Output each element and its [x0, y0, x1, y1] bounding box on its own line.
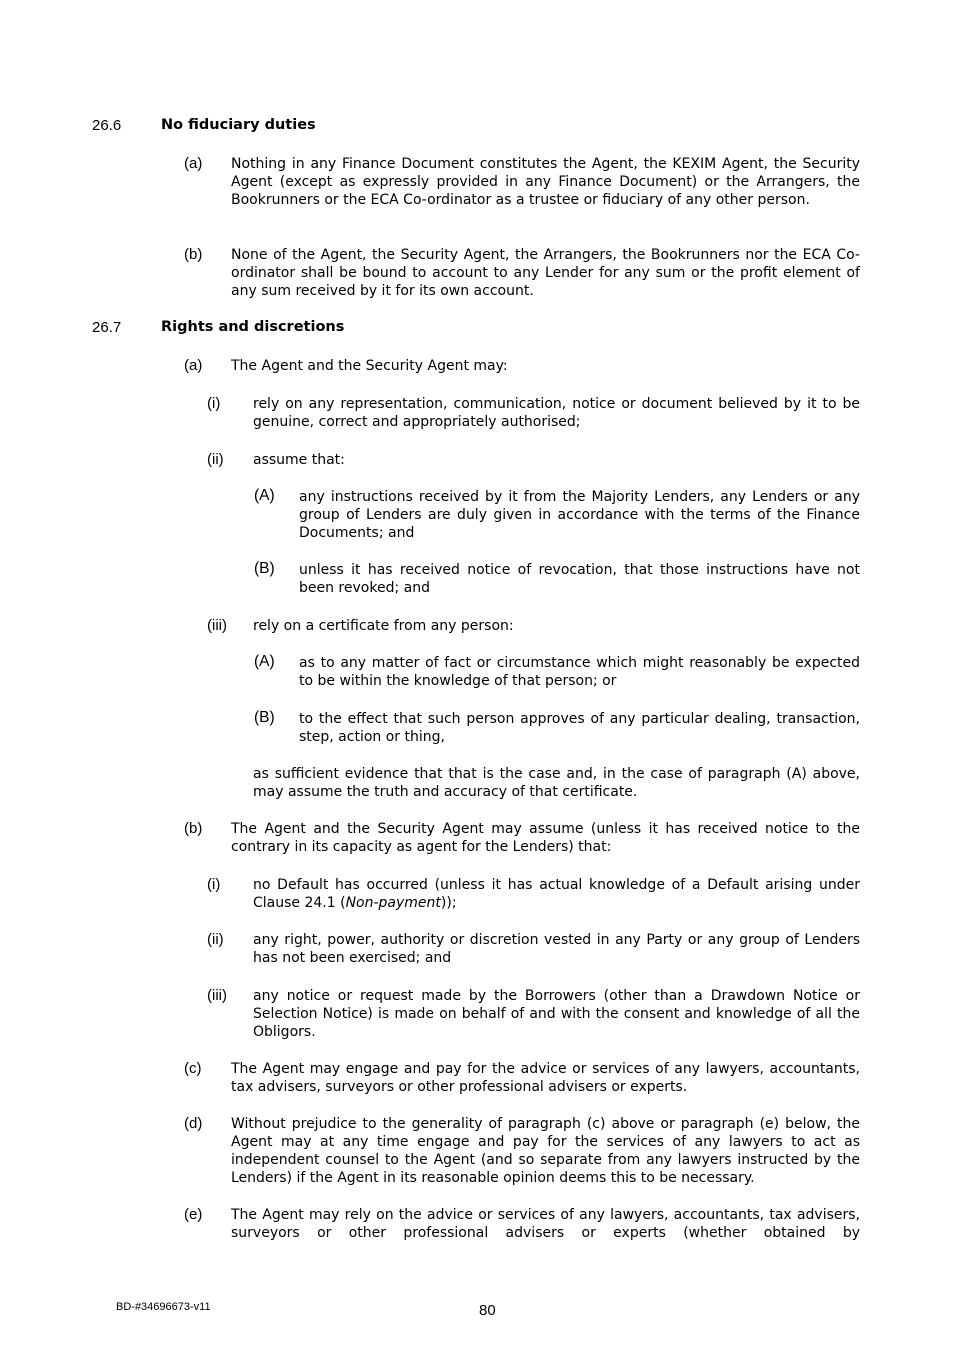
subsubitem-text: any instructions received by it from the Majority Lenders, any Lenders or any group of Lenders are duly given in accordance with the terms of the Finance Documents; and: [299, 489, 860, 541]
item-label: (e): [184, 1206, 203, 1223]
subitem-text: rely on any representation, communication, notice or document believed by it to be genuine, correct and appropriately authorised;: [253, 396, 860, 430]
section-heading: Rights and discretions: [161, 319, 345, 335]
section-number: 26.7: [92, 319, 122, 336]
page-number: 80: [479, 1302, 496, 1319]
subsubitem-label: (B): [254, 560, 275, 577]
subsubitem-text: to the effect that such person approves of any particular dealing, transaction, step, action or thing,: [299, 711, 860, 745]
item-text: Without prejudice to the generality of paragraph (c) above or paragraph (e) below, the Agent may at any time engage and pay for the services of any lawyers to act as independent counsel to the Agent (and so separate from any lawyers instructed by the Lenders) if the Agent in its reasonable opinion deems this to be necessary.: [231, 1116, 860, 1186]
subitem-text: any notice or request made by the Borrowers (other than a Drawdown Notice or Selection Notice) is made on behalf of and with the consent and knowledge of all the Obligors.: [253, 988, 860, 1040]
item-label: (a): [184, 357, 203, 374]
subitem-text: any right, power, authority or discretion vested in any Party or any group of Lenders has not been exercised; and: [253, 932, 860, 966]
subsubitem-text: as to any matter of fact or circumstance which might reasonably be expected to be within the knowledge of that person; or: [299, 655, 860, 689]
item-text: The Agent may rely on the advice or services of any lawyers, accountants, tax advisers, surveyors or other professional advisers or experts (whether obtained by: [231, 1207, 860, 1241]
closing-text: as sufficient evidence that that is the case and, in the case of paragraph (A) above, may assume the truth and accuracy of that certificate.: [253, 766, 860, 800]
subsubitem-label: (B): [254, 709, 275, 726]
subsubitem-label: (A): [254, 487, 275, 504]
subitem-text: no Default has occurred (unless it has actual knowledge of a Default arising under Clause 24.1 (Non-payment));: [253, 877, 860, 911]
subitem-text: rely on a certificate from any person:: [253, 618, 514, 634]
section-heading: No fiduciary duties: [161, 117, 316, 133]
subitem-label: (iii): [207, 617, 227, 634]
item-text: The Agent may engage and pay for the advice or services of any lawyers, accountants, tax advisers, surveyors or other professional advisers or experts.: [231, 1061, 860, 1095]
item-text: The Agent and the Security Agent may assume (unless it has received notice to the contrary in its capacity as agent for the Lenders) that:: [231, 821, 860, 855]
subitem-text: assume that:: [253, 452, 345, 468]
item-label: (a): [184, 155, 203, 172]
subitem-label: (i): [207, 876, 221, 893]
subitem-label: (i): [207, 395, 221, 412]
subitem-label: (ii): [207, 931, 224, 948]
item-label: (b): [184, 246, 203, 263]
item-label: (d): [184, 1115, 203, 1132]
document-reference: BD-#34696673-v11: [116, 1301, 211, 1313]
item-text: The Agent and the Security Agent may:: [231, 358, 508, 374]
subsubitem-label: (A): [254, 653, 275, 670]
subitem-label: (iii): [207, 987, 227, 1004]
item-label: (b): [184, 820, 203, 837]
item-text: Nothing in any Finance Document constitutes the Agent, the KEXIM Agent, the Security Agent (except as expressly provided in any Finance Document) or the Arrangers, the Bookrunners or the ECA Co-ordinator as a trustee or fiduciary of any other person.: [231, 156, 860, 208]
subsubitem-text: unless it has received notice of revocation, that those instructions have not been revoked; and: [299, 562, 860, 596]
item-text: None of the Agent, the Security Agent, the Arrangers, the Bookrunners nor the ECA Co-ordinator shall be bound to account to any Lender for any sum or the profit element of any sum received by it for its own account.: [231, 247, 860, 299]
item-label: (c): [184, 1060, 202, 1077]
subitem-label: (ii): [207, 451, 224, 468]
section-number: 26.6: [92, 117, 122, 134]
clause-reference: Non-payment: [345, 895, 441, 911]
